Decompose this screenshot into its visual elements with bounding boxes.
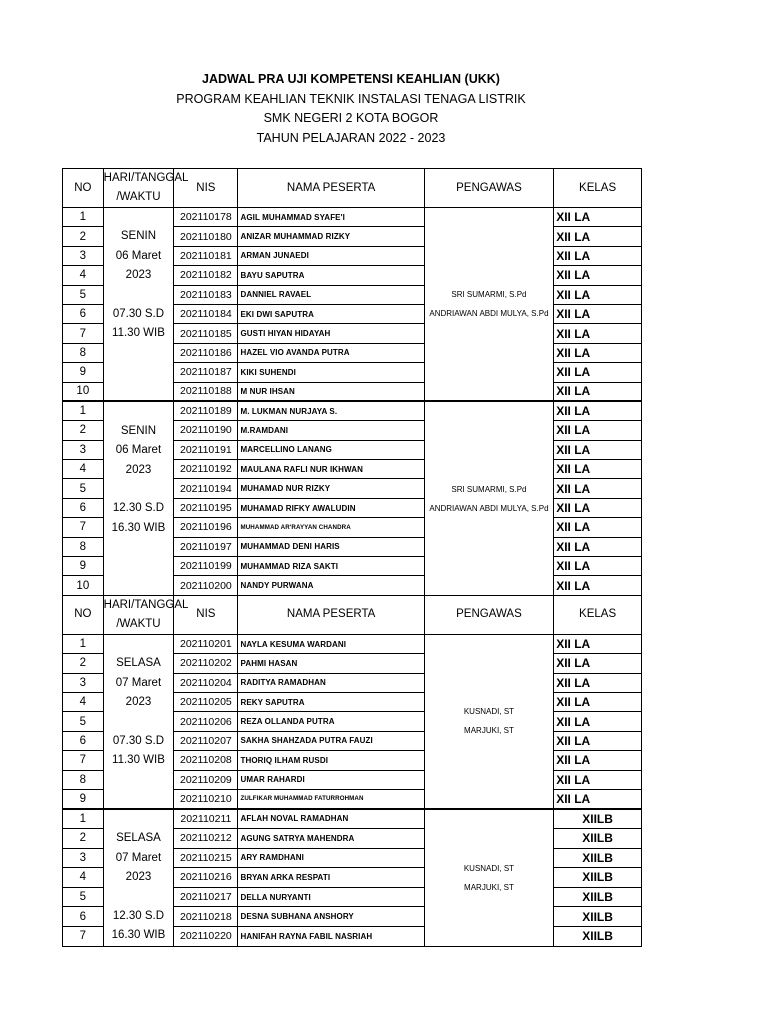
nis-cell: 202110207 (174, 731, 238, 750)
kelas-cell: XII LA (554, 208, 642, 227)
kelas-cell: XII LA (554, 421, 642, 440)
kelas-cell: XII LA (554, 285, 642, 304)
nis-cell: 202110181 (174, 246, 238, 265)
nis-cell: 202110194 (174, 479, 238, 498)
student-name: GUSTI HIYAN HIDAYAH (238, 324, 424, 343)
table-row (63, 401, 642, 420)
nis-cell: 202110217 (174, 887, 238, 907)
title-line-1: JADWAL PRA UJI KOMPETENSI KEAHLIAN (UKK) (202, 72, 500, 86)
time-end: 16.30 WIB (111, 521, 166, 534)
time-start: 12.30 S.D (112, 909, 165, 922)
row-number: 2 (63, 654, 104, 673)
kelas-cell: XII LA (554, 673, 642, 692)
nis-cell: 202110220 (174, 926, 238, 946)
kelas-cell: XII LA (554, 498, 642, 517)
row-number: 4 (63, 868, 104, 888)
kelas-cell: XII LA (554, 343, 642, 362)
spacer (104, 635, 174, 654)
nis-cell: 202110200 (174, 576, 238, 595)
nis-cell: 202110204 (174, 673, 238, 692)
day-time-cell (103, 809, 174, 946)
kelas-cell: XIILB (554, 887, 642, 907)
pengawas-cell (424, 208, 553, 402)
student-name: MARCELLINO LANANG (238, 440, 424, 459)
nis-cell: 202110199 (174, 557, 238, 576)
time-end: 16.30 WIB (111, 929, 166, 942)
student-name: KIKI SUHENDI (238, 363, 424, 382)
row-number: 4 (63, 692, 104, 711)
kelas-cell: XIILB (554, 926, 642, 946)
kelas-cell: XII LA (554, 731, 642, 750)
row-number: 9 (63, 557, 104, 576)
student-name: M. LUKMAN NURJAYA S. (238, 401, 424, 420)
kelas-cell: XII LA (554, 382, 642, 401)
student-name: UMAR RAHARDI (238, 770, 424, 789)
row-number: 1 (63, 401, 104, 420)
nis-cell: 202110183 (174, 285, 238, 304)
row-number: 3 (63, 246, 104, 265)
row-number: 4 (63, 460, 104, 479)
kelas-cell: XII LA (554, 266, 642, 285)
nis-cell: 202110211 (174, 809, 238, 829)
nis-cell: 202110195 (174, 498, 238, 517)
time-end: 11.30 WIB (112, 754, 165, 767)
row-number: 4 (63, 266, 104, 285)
student-name: AFLAH NOVAL RAMADHAN (238, 809, 424, 829)
row-number: 9 (63, 789, 104, 808)
table-row (63, 208, 642, 227)
student-name: NAYLA KESUMA WARDANI (238, 634, 424, 653)
document-title-block (0, 70, 702, 148)
time-end: 11.30 WIB (112, 327, 165, 340)
nis-cell: 202110218 (174, 907, 238, 927)
header-waktu: /WAKTU (116, 191, 161, 203)
pengawas-1: KUSNADI, ST (463, 707, 515, 717)
student-name: MAULANA RAFLI NUR IKHWAN (238, 460, 424, 479)
table-header-row (63, 595, 642, 634)
row-number: 6 (63, 304, 104, 323)
spacer (104, 286, 174, 305)
pengawas-1: SRI SUMARMI, S.Pd (451, 484, 527, 494)
day-name: SENIN (120, 230, 157, 243)
spacer (104, 887, 174, 906)
pengawas-cell (424, 401, 553, 595)
nis-cell: 202110202 (174, 654, 238, 673)
exam-date: 07 Maret 2023 (115, 851, 162, 884)
nis-cell: 202110205 (174, 692, 238, 711)
nis-cell: 202110189 (174, 401, 238, 420)
kelas-cell: XII LA (554, 460, 642, 479)
nis-cell: 202110190 (174, 421, 238, 440)
row-number: 5 (63, 285, 104, 304)
kelas-cell: XII LA (554, 440, 642, 459)
row-number: 9 (63, 363, 104, 382)
day-name: SELASA (116, 832, 161, 845)
student-name: NANDY PURWANA (238, 576, 424, 595)
day-name: SELASA (116, 657, 161, 670)
header-hari-tanggal-waktu (103, 595, 189, 634)
row-number: 6 (63, 731, 104, 750)
student-name: MUHAMMAD RIZA SAKTI (238, 557, 424, 576)
student-name: HANIFAH RAYNA FABIL NASRIAH (238, 926, 424, 946)
student-name: DESNA SUBHANA ANSHORY (238, 907, 424, 927)
row-number: 7 (63, 324, 104, 343)
nis-cell: 202110191 (174, 440, 238, 459)
nis-cell: 202110215 (174, 848, 238, 868)
student-name: ARMAN JUNAEDI (238, 246, 424, 265)
pengawas-2: MARJUKI, ST (464, 882, 514, 892)
row-number: 3 (63, 673, 104, 692)
student-name: MUHAMAD RIFKY AWALUDIN (238, 498, 424, 517)
row-number: 1 (63, 634, 104, 653)
header-hari-tanggal: HARI/TANGGAL (103, 598, 189, 611)
row-number: 3 (63, 440, 104, 459)
nis-cell: 202110188 (174, 382, 238, 401)
kelas-cell: XII LA (554, 401, 642, 420)
row-number: 10 (63, 382, 104, 401)
nis-cell: 202110182 (174, 266, 238, 285)
table-row (63, 634, 642, 653)
spacer (104, 712, 174, 731)
row-number: 2 (63, 421, 104, 440)
kelas-cell: XII LA (554, 479, 642, 498)
student-name: RADITYA RAMADHAN (238, 673, 424, 692)
kelas-cell: XII LA (554, 770, 642, 789)
row-number: 5 (63, 712, 104, 731)
row-number: 1 (63, 208, 104, 227)
row-number: 7 (63, 751, 104, 770)
student-name: M.RAMDANI (238, 421, 424, 440)
time-start: 07.30 S.D (112, 308, 165, 320)
nis-cell: 202110192 (174, 460, 238, 479)
student-name: DANNIEL RAVAEL (238, 285, 424, 304)
kelas-cell: XII LA (554, 557, 642, 576)
time-start: 07.30 S.D (112, 734, 165, 747)
day-time-cell (103, 401, 174, 595)
header-pengawas: PENGAWAS (424, 595, 553, 634)
header-hari-tanggal: HARI/TANGGAL (103, 172, 189, 184)
student-name: EKI DWI SAPUTRA (238, 304, 424, 323)
header-kelas: KELAS (554, 169, 642, 208)
kelas-cell: XII LA (554, 789, 642, 808)
student-name: PAHMI HASAN (238, 654, 424, 673)
exam-date: 06 Maret 2023 (115, 444, 162, 476)
table-header-row (63, 169, 642, 208)
student-name: HAZEL VIO AVANDA PUTRA (238, 343, 424, 362)
exam-date: 06 Maret 2023 (115, 249, 162, 282)
kelas-cell: XII LA (554, 518, 642, 537)
row-number: 8 (63, 537, 104, 556)
student-name: AGUNG SATRYA MAHENDRA (238, 828, 424, 848)
student-name: ARY RAMDHANI (238, 848, 424, 868)
nis-cell: 202110208 (174, 751, 238, 770)
day-time-cell (103, 634, 174, 809)
time-start: 12.30 S.D (112, 502, 165, 515)
nis-cell: 202110201 (174, 634, 238, 653)
student-name: SAKHA SHAHZADA PUTRA FAUZI (238, 731, 424, 750)
row-number: 5 (63, 887, 104, 907)
nis-cell: 202110178 (174, 208, 238, 227)
spacer (104, 480, 174, 499)
row-number: 2 (63, 227, 104, 246)
exam-date: 07 Maret 2023 (115, 676, 162, 709)
table-row (63, 809, 642, 829)
student-name: MUHAMMAD DENI HARIS (238, 537, 424, 556)
kelas-cell: XIILB (554, 848, 642, 868)
header-no: NO (63, 595, 104, 634)
student-name: MUHAMMAD AR'RAYYAN CHANDRA (238, 518, 424, 537)
kelas-cell: XII LA (554, 304, 642, 323)
nis-cell: 202110216 (174, 868, 238, 888)
header-kelas: KELAS (554, 595, 642, 634)
header-nama-peserta: NAMA PESERTA (238, 595, 424, 634)
pengawas-2: MARJUKI, ST (464, 726, 514, 736)
kelas-cell: XIILB (554, 809, 642, 829)
pengawas-cell (424, 634, 553, 809)
row-number: 6 (63, 907, 104, 927)
student-name: ZULFIKAR MUHAMMAD FATURROHMAN (238, 789, 424, 808)
kelas-cell: XIILB (554, 828, 642, 848)
pengawas-2: ANDRIAWAN ABDI MULYA, S.Pd (429, 309, 549, 319)
pengawas-cell (424, 809, 553, 946)
student-name: REKY SAPUTRA (238, 692, 424, 711)
student-name: DELLA NURYANTI (238, 887, 424, 907)
title-line-4: TAHUN PELAJARAN 2022 - 2023 (256, 130, 446, 145)
row-number: 7 (63, 518, 104, 537)
student-name: M NUR IHSAN (238, 382, 424, 401)
row-number: 5 (63, 479, 104, 498)
row-number: 8 (63, 770, 104, 789)
kelas-cell: XII LA (554, 363, 642, 382)
student-name: THORIQ ILHAM RUSDI (238, 751, 424, 770)
nis-cell: 202110197 (174, 537, 238, 556)
nis-cell: 202110184 (174, 304, 238, 323)
row-number: 3 (63, 848, 104, 868)
kelas-cell: XII LA (554, 246, 642, 265)
kelas-cell: XII LA (554, 324, 642, 343)
pengawas-1: KUSNADI, ST (463, 863, 515, 873)
student-name: MUHAMAD NUR RIZKY (238, 479, 424, 498)
day-name: SENIN (120, 424, 157, 437)
header-nama-peserta: NAMA PESERTA (238, 169, 424, 208)
student-name: AGIL MUHAMMAD SYAFE'I (238, 208, 424, 227)
nis-cell: 202110206 (174, 712, 238, 731)
student-name: BRYAN ARKA RESPATI (238, 868, 424, 888)
spacer (104, 810, 174, 829)
row-number: 6 (63, 498, 104, 517)
kelas-cell: XII LA (554, 751, 642, 770)
pengawas-2: ANDRIAWAN ABDI MULYA, S.Pd (429, 503, 549, 513)
student-name: BAYU SAPUTRA (238, 266, 424, 285)
nis-cell: 202110186 (174, 343, 238, 362)
header-nis: NIS (174, 169, 238, 208)
row-number: 7 (63, 926, 104, 946)
nis-cell: 202110209 (174, 770, 238, 789)
row-number: 2 (63, 828, 104, 848)
nis-cell: 202110187 (174, 363, 238, 382)
nis-cell: 202110180 (174, 227, 238, 246)
header-no: NO (63, 169, 104, 208)
header-pengawas: PENGAWAS (424, 169, 553, 208)
kelas-cell: XII LA (554, 537, 642, 556)
kelas-cell: XIILB (554, 907, 642, 927)
student-name: REZA OLLANDA PUTRA (238, 712, 424, 731)
header-nis: NIS (174, 595, 238, 634)
spacer (104, 402, 174, 421)
spacer (104, 208, 174, 227)
student-name: ANIZAR MUHAMMAD RIZKY (238, 227, 424, 246)
pengawas-1: SRI SUMARMI, S.Pd (451, 290, 527, 300)
nis-cell: 202110185 (174, 324, 238, 343)
header-waktu: /WAKTU (116, 617, 161, 630)
row-number: 10 (63, 576, 104, 595)
row-number: 8 (63, 343, 104, 362)
title-line-3: SMK NEGERI 2 KOTA BOGOR (263, 111, 439, 125)
nis-cell: 202110196 (174, 518, 238, 537)
schedule-table (62, 168, 642, 947)
kelas-cell: XII LA (554, 634, 642, 653)
title-line-2: PROGRAM KEAHLIAN TEKNIK INSTALASI TENAGA LISTRIK (176, 91, 526, 106)
kelas-cell: XIILB (554, 868, 642, 888)
kelas-cell: XII LA (554, 654, 642, 673)
nis-cell: 202110210 (174, 789, 238, 808)
day-time-cell (103, 208, 174, 402)
kelas-cell: XII LA (554, 576, 642, 595)
nis-cell: 202110212 (174, 828, 238, 848)
kelas-cell: XII LA (554, 227, 642, 246)
row-number: 1 (63, 809, 104, 829)
kelas-cell: XII LA (554, 692, 642, 711)
kelas-cell: XII LA (554, 712, 642, 731)
header-hari-tanggal-waktu (103, 169, 189, 208)
